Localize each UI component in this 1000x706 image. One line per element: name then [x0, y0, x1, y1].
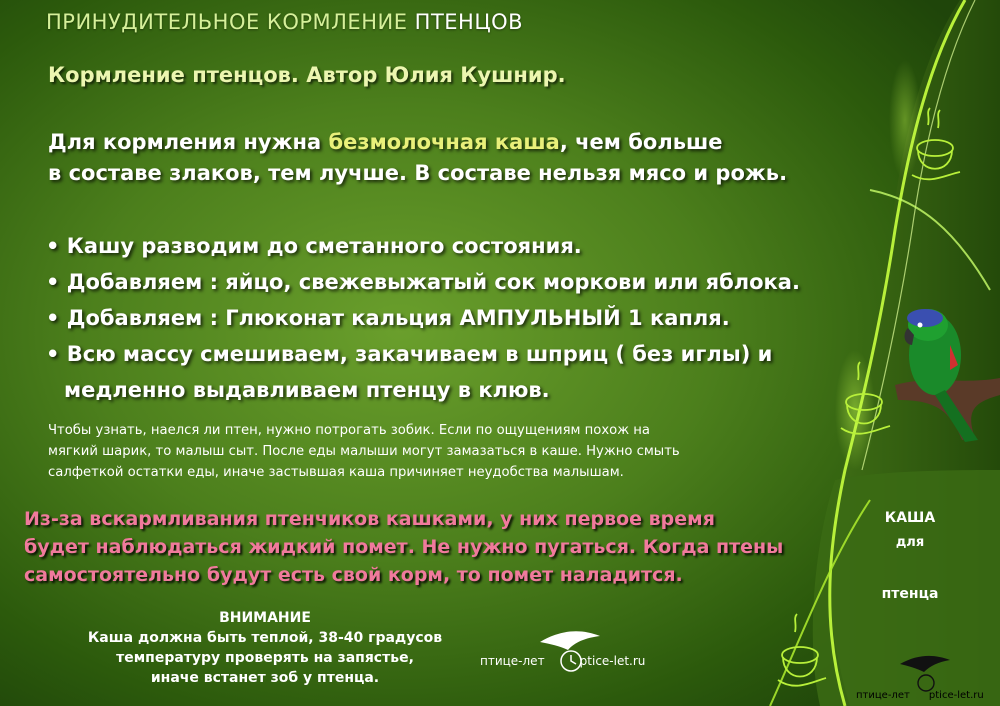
page-title	[46, 10, 523, 34]
attention-line: температуру проверять на запястье,	[116, 650, 414, 666]
satiety-note	[48, 420, 768, 483]
list-item: • Добавляем : Глюконат кальция АМПУЛЬНЫЙ 1 капля.	[46, 300, 876, 336]
attention-line: Каша должна быть теплой, 38-40 градусов	[87, 630, 443, 646]
side-label-dlya: для	[895, 535, 925, 550]
list-item: • Кашу разводим до сметанного состояния.	[46, 228, 876, 264]
intro-before: Для кормления нужна	[48, 130, 329, 154]
list-item: • Добавляем : яйцо, свежевыжатый сок моркови или яблока.	[46, 264, 876, 300]
note-line: Чтобы узнать, наелся ли птен, нужно потрогать зобик. Если по ощущениям похож на	[48, 423, 651, 438]
site-logo[interactable]	[480, 650, 645, 669]
instruction-list	[46, 228, 876, 408]
corner-logo-right: ptice-let.ru	[928, 690, 984, 701]
side-label-ptentsa: птенца	[881, 586, 939, 602]
attention-block	[80, 608, 450, 688]
logo-left-text: птице-лет	[480, 654, 545, 668]
warning-line: самостоятельно будут есть свой корм, то помет наладится.	[24, 564, 683, 586]
intro-after: , чем больше	[559, 130, 723, 154]
subtitle: Кормление птенцов. Автор Юлия Кушнир.	[48, 63, 566, 87]
attention-heading: ВНИМАНИЕ	[219, 610, 311, 626]
attention-line: иначе встанет зоб у птенца.	[150, 670, 380, 686]
note-line: мягкий шарик, то малыш сыт. После еды малыши могут замазаться в каше. Нужно смыть	[48, 444, 680, 459]
note-line: салфеткой остатки еды, иначе застывшая каша причиняет неудобства малышам.	[48, 465, 624, 480]
corner-logo-left: птице-лет	[856, 690, 910, 701]
intro-highlight: безмолочная каша	[328, 130, 560, 154]
warning-line: Из-за вскармливания птенчиков кашками, у них первое время	[24, 508, 715, 530]
corner-logo[interactable]	[856, 683, 984, 702]
title-part2: ПТЕНЦОВ	[414, 10, 524, 34]
warning-line: будет наблюдаться жидкий помет. Не нужно пугаться. Когда птены	[24, 536, 784, 558]
intro-paragraph	[48, 127, 868, 189]
logo-right-text: ptice-let.ru	[579, 654, 646, 668]
stool-warning	[24, 505, 844, 589]
side-label-kasha: КАША	[884, 510, 936, 526]
list-item: • Всю массу смешиваем, закачиваем в шприц ( без иглы) и медленно выдавливаем птенцу в клюв.	[46, 336, 876, 408]
intro-line2: в составе злаков, тем лучше. В составе нельзя мясо и рожь.	[48, 161, 788, 185]
title-part1: ПРИНУДИТЕЛЬНОЕ КОРМЛЕНИЕ	[46, 10, 415, 34]
